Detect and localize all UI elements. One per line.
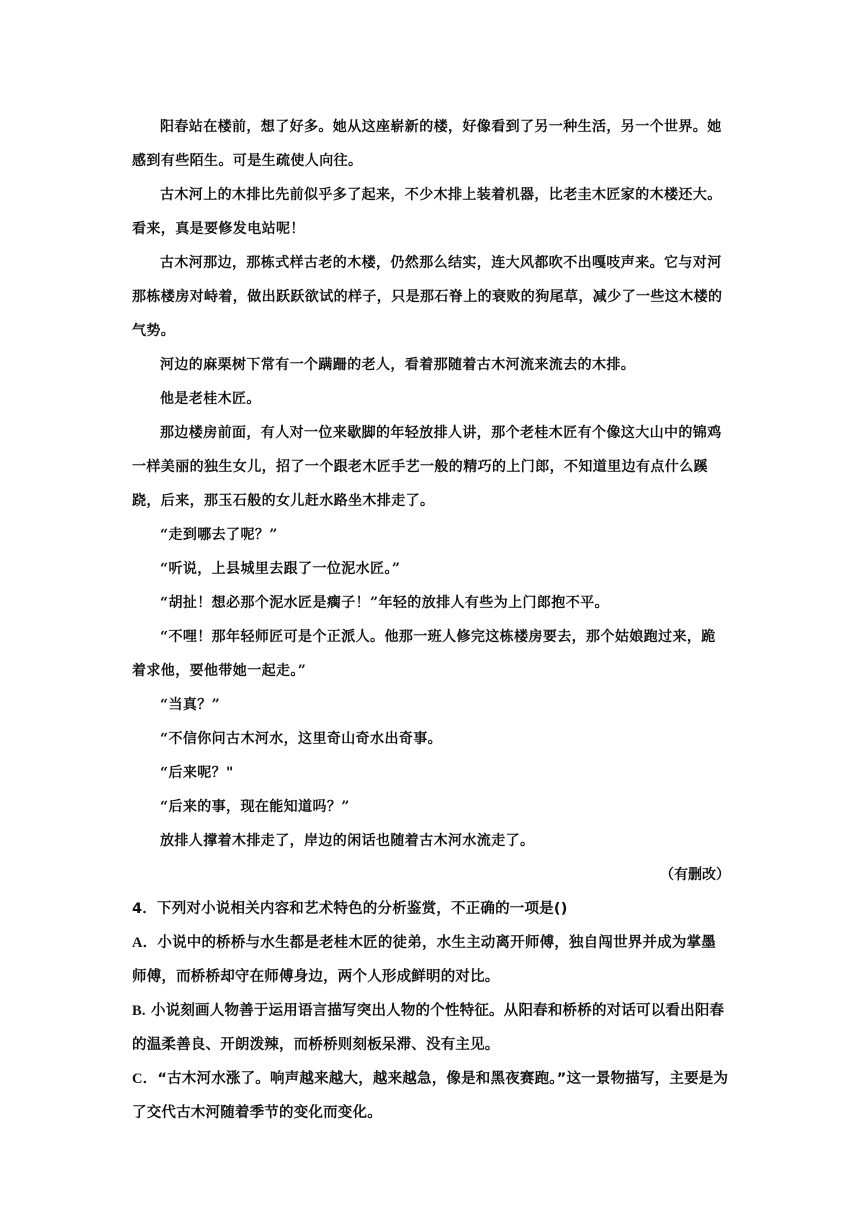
dialogue-line-6: “不信你问古木河水，这里奇山奇水出奇事。 [160, 731, 443, 747]
option-a-label: A． [132, 935, 158, 951]
option-a-text: 小说中的桥桥与水生都是老桂木匠的徒弟，水生主动离开师傅，独自闯世界并成为掌墨师傅，而桥桥却守在师傅身边，两个人形成鲜明的对比。 [132, 935, 716, 985]
passage-paragraph-2: 古木河上的木排比先前似乎多了起来，不少木排上装着机器，比老圭木匠家的木楼还大。看来，真是要修发电站呢！ [132, 187, 722, 237]
option-c [132, 1062, 730, 1130]
dialogue-line-7: “后来呢？" [160, 765, 234, 781]
dialogue-line-3: “胡扯！想必那个泥水匠是瘸子！”年轻的放排人有些为上门郎抱不平。 [160, 595, 609, 611]
document-body [132, 110, 730, 1130]
option-a [132, 926, 730, 994]
dialogue-line-5: “当真？” [160, 697, 221, 713]
passage-paragraph-5: 他是老桂木匠。 [160, 391, 261, 407]
dialogue-line-2: “听说，上县城里去跟了一位泥水匠。” [160, 561, 401, 577]
passage-paragraph-3: 古木河那边，那栋式样古老的木楼，仍然那么结实，连大风都吹不出嘎吱声来。它与对河那栋楼房对峙着，做出跃跃欲试的样子，只是那石脊上的衰败的狗尾草，减少了一些这木楼的气势。 [132, 255, 723, 339]
source-note: （有删改） [660, 867, 730, 883]
passage-paragraph-6: 那边楼房前面，有人对一位来歇脚的年轻放排人讲，那个老桂木匠有个像这大山中的锦鸡一样美丽的独生女儿，招了一个跟老木匠手艺一般的精巧的上门郎，不知道里边有点什么蹊跷，后来，那玉石般的女儿赶水路坐木排走了。 [132, 425, 722, 509]
option-b-text: 小说刻画人物善于运用语言描写突出人物的个性特征。从阳春和桥桥的对话可以看出阳春的温柔善良、开朗泼辣，而桥桥则刻板呆滞、没有主见。 [132, 1003, 725, 1053]
option-b [132, 994, 730, 1062]
passage-paragraph-1: 阳春站在楼前，想了好多。她从这座崭新的楼，好像看到了另一种生活，另一个世界。她感到有些陌生。可是生疏使人向往。 [132, 119, 722, 169]
dialogue-line-8: “后来的事，现在能知道吗？” [160, 799, 350, 815]
option-c-text: “古木河水涨了。响声越来越大，越来越急，像是和黑夜赛跑。”这一景物描写，主要是为了交代古木河随着季节的变化而变化。 [132, 1071, 729, 1121]
question-stem: 4．下列对小说相关内容和艺术特色的分析鉴赏，不正确的一项是() [132, 901, 568, 917]
dialogue-line-1: “走到哪去了呢？” [160, 527, 278, 543]
option-c-label: C． [132, 1071, 158, 1087]
dialogue-line-4: “不哩！那年轻师匠可是个正派人。他那一班人修完这栋楼房要去，那个姑娘跑过来，跪着求他，要他带她一起走。” [132, 629, 716, 679]
passage-paragraph-4: 河边的麻栗树下常有一个蹒跚的老人，看着那随着古木河流来流去的木排。 [160, 357, 636, 373]
option-b-label: B. [132, 1003, 146, 1019]
passage-closing-paragraph: 放排人撑着木排走了，岸边的闲话也随着古木河水流走了。 [160, 833, 535, 849]
